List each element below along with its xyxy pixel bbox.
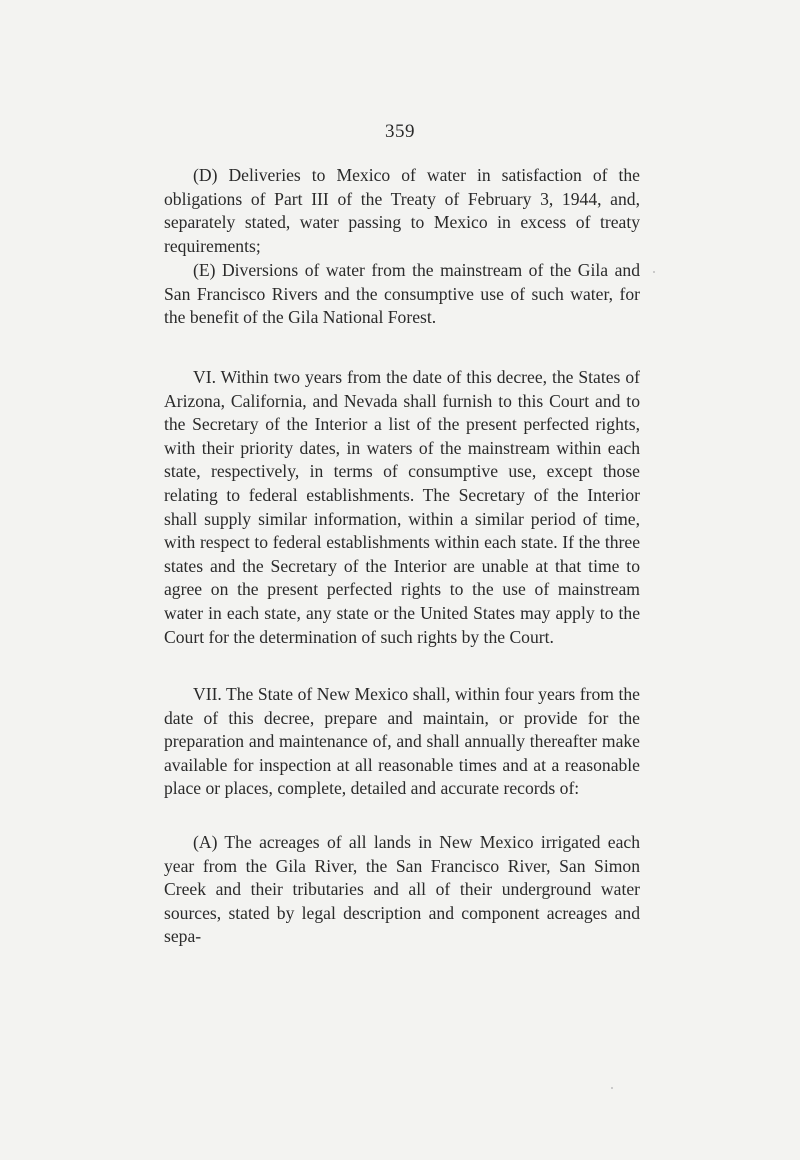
paper-speck (653, 271, 655, 273)
paragraph-d (164, 164, 640, 258)
paragraph-vii-text: VII. The State of New Mexico shall, within four years from the date of this decree, prepare and maintain, or provide for the preparation and maintenance of, and shall annually thereafter make available for inspection at all reasonable times and at a reasonable place or places, complete, detailed and accurate records of: (164, 684, 640, 799)
paragraph-e-text: (E) Diversions of water from the mainstream of the Gila and San Francisco Rivers and the consumptive use of such water, for the benefit of the Gila National Forest. (164, 260, 640, 328)
paragraph-e (164, 259, 640, 330)
page-number: 359 (385, 121, 415, 142)
paragraph-d-text: (D) Deliveries to Mexico of water in satisfaction of the obligations of Part III of the Treaty of February 3, 1944, and, separately stated, water passing to Mexico in excess of treaty requirements; (164, 165, 640, 256)
paragraph-a-text: (A) The acreages of all lands in New Mexico irrigated each year from the Gila River, the San Francisco River, San Simon Creek and their tributaries and all of their underground water sources, stated by legal description and component acreages and sepa- (164, 832, 640, 947)
paragraph-vi-text: VI. Within two years from the date of this decree, the States of Arizona, California, and Nevada shall furnish to this Court and to the Secretary of the Interior a list of the present perfected rights, with their priority dates, in waters of the mainstream within each state, respectively, in terms of consumptive use, except those relating to federal establishments. The Secretary of the Interior shall supply similar information, within a similar period of time, with respect to federal establishments within each state. If the three states and the Secretary of the Interior are unable at that time to agree on the present perfected rights to the use of mainstream water in each state, any state or the United States may apply to the Court for the determination of such rights by the Court. (164, 367, 640, 647)
paper-speck (611, 1087, 613, 1089)
paragraph-vi (164, 366, 640, 649)
paragraph-a (164, 831, 640, 949)
paragraph-vii (164, 683, 640, 801)
